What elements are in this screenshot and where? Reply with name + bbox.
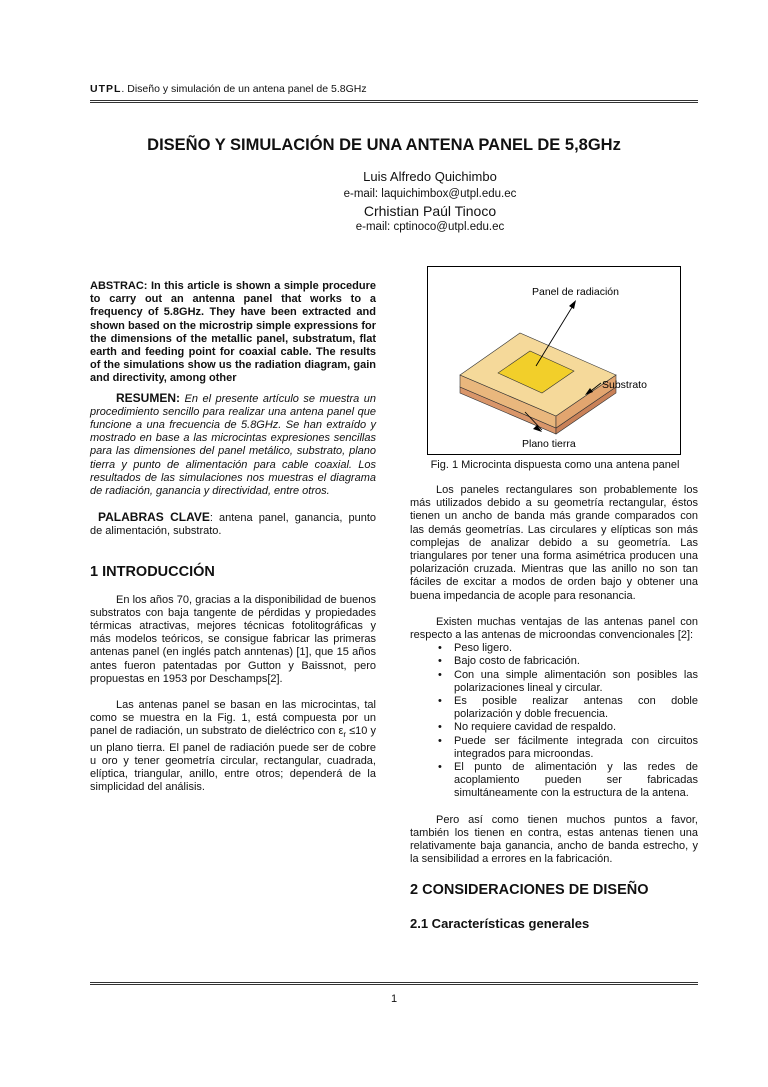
keywords [90,511,376,538]
running-header [90,83,367,95]
keywords-label: PALABRAS CLAVE [98,510,210,525]
list-item: • Puede ser fácilmente integrada con circuitos integrados para microondas. [454,735,698,761]
microstrip-diagram [428,267,680,454]
list-item: • El punto de alimentación y las redes de acoplamiento pueden ser fabricadas simultáneamente con la estructura de la antena. [454,761,698,801]
header-title: . Diseño y simulación de un antena panel de 5.8GHz [121,83,367,95]
subsection-heading: 2.1 Características generales [410,916,590,932]
body-paragraph: Existen muchas ventajas de las antenas panel con respecto a las antenas de microondas convencionales [2]: [410,615,698,642]
arrowhead-panel [569,300,576,309]
footer-rule [90,982,698,985]
author-name: Luis Alfredo Quichimbo [363,169,497,184]
label-ground: Plano tierra [522,438,576,450]
author-email: e-mail: cptinoco@utpl.edu.ec [355,221,505,233]
figure-microstrip [427,266,681,455]
keywords-text: : antena panel, ganancia, punto de alimentación, substrato. [90,512,376,538]
label-panel: Panel de radiación [532,286,619,298]
list-item: • Con una simple alimentación son posibles las polarizaciones lineal y circular. [454,669,698,695]
header-affiliation: UTPL [90,83,122,95]
section-heading-introduccion: 1 INTRODUCCIÓN [90,563,215,580]
section-heading-consideraciones: 2 CONSIDERACIONES DE DISEÑO [410,882,649,899]
paper-title: DISEÑO Y SIMULACIÓN DE UNA ANTENA PANEL DE 5,8GHz [147,136,621,154]
resumen-label: RESUMEN: [116,390,181,405]
advantages-list [410,642,698,800]
list-item: • Bajo costo de fabricación. [454,655,698,668]
resumen-text: En el presente artículo se muestra un procedimiento sencillo para realizar una antena panel que funcione a una frecuencia de 5.8GHz. Se han extraído y mostrado en base a las microcintas expresiones sencillas para las dimensiones del panel metálico, substrato, plano tierra y punto de alimentación para cable coaxial. Los resultados de las simulaciones nos muestras el diagrama de radiación, ganancia y directividad, entre otros. [90,392,376,498]
left-column [90,280,376,795]
label-substrate: Substrato [602,379,647,391]
intro-paragraph-2 [90,699,376,795]
list-item: • Es posible realizar antenas con doble polarización y doble frecuencia. [454,695,698,721]
intro-paragraph-1: En los años 70, gracias a la disponibilidad de buenos substratos con baja tangente de pérdidas y propiedades térmicas atractivas, mejores técnicas fotolitográficas y más modelos teóricos, se consigue fabricar las primeras antenas panel (en inglés patch anntenas) [1], que 15 años antes fueron patentadas por Gutton y Baissnot, pero propuestas en 1953 por Deschamps[2]. [90,593,376,685]
intro-paragraph-2-a: Las antenas panel se basan en las microcintas, tal como se muestra en la Fig. 1, está compuesta por un panel de radiación, un substrato de dieléctrico con ε [90,699,376,738]
epsilon-subscript: r [343,730,347,740]
page-number: 1 [390,993,398,1005]
header-rule [90,100,698,103]
body-paragraph: Los paneles rectangulares son probablemente los más utilizados debido a su geometría rectangular, éstos tienen un ancho de banda más grande comparados con las demás geometrías. Las circulares y elípticas son más complejas de analizar debido a su geometría. Las triangulares por tener una forma asimétrica producen una polarización cruzada. Mientras que las anillo no son tan fáciles de excitar a modos de orden bajo y obtener una buena impedancia de acople para resonancia. [410,484,698,602]
right-column [410,484,698,932]
list-item: • No requiere cavidad de respaldo. [454,721,698,734]
author-email: e-mail: laquichimbox@utpl.edu.ec [343,188,517,200]
intro-paragraph-2-b: ≤10 y un plano tierra. El panel de radiación puede ser de cobre u oro y tener geometría circular, rectangular, cuadrada, elíptica, triangular, anillo, entre otros; dependerá de la simplicidad del análisis. [90,725,377,794]
resumen [90,392,376,499]
body-paragraph: Pero así como tienen muchos puntos a favor, también los tienen en contra, estas antenas tienen una relativamente baja ganancia, ancho de banda estrecho, y la sensibilidad a errores en la fabricación. [410,813,698,866]
abstract: ABSTRAC: In this article is shown a simple procedure to carry out an antenna panel that works to a frequency of 5.8GHz. They have been extracted and shown based on the microstrip simple expressions for the dimensions of the metallic panel, substratum, flat earth and feeding point for coaxial cable. The results of the simulations show us the radiation diagram, gain and directivity, among other [90,280,376,385]
author-name: Crhistian Paúl Tinoco [363,203,497,219]
figure-caption: Fig. 1 Microcinta dispuesta como una antena panel [430,459,680,471]
list-item: • Peso ligero. [454,642,698,655]
